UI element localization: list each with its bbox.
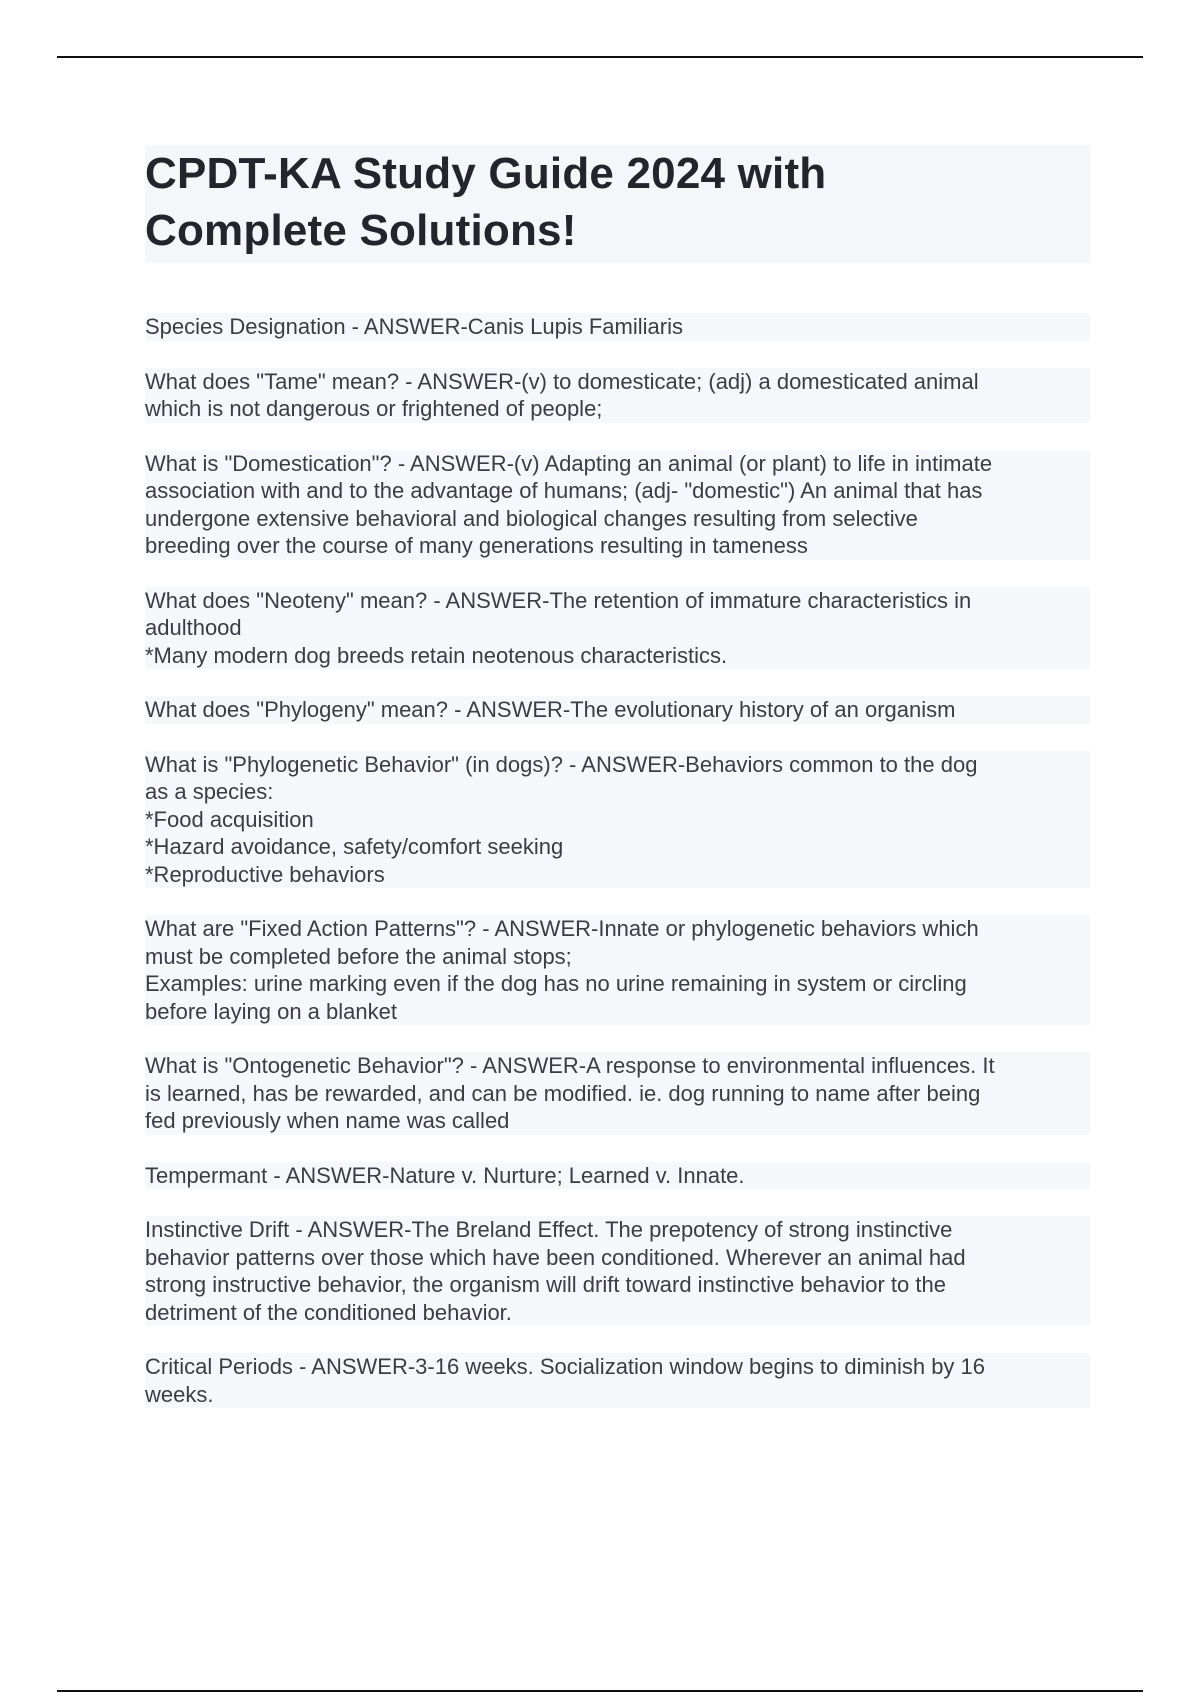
qa-entry-ontogenetic-behavior: [145, 1052, 1090, 1135]
entry-line: behavior patterns over those which have been conditioned. Wherever an animal had: [145, 1244, 1090, 1272]
qa-entry-phylogeny: [145, 696, 1090, 724]
entry-line: breeding over the course of many generations resulting in tameness: [145, 532, 1090, 560]
qa-entry-fixed-action-patterns: [145, 915, 1090, 1025]
entry-line: What is "Domestication"? - ANSWER-(v) Adapting an animal (or plant) to life in intimate: [145, 450, 1090, 478]
entry-line: *Food acquisition: [145, 806, 1090, 834]
entry-line: weeks.: [145, 1381, 1090, 1409]
entry-line: which is not dangerous or frightened of people;: [145, 395, 1090, 423]
document-body: [145, 145, 1090, 1435]
entry-line: must be completed before the animal stops;: [145, 943, 1090, 971]
entry-line: undergone extensive behavioral and biological changes resulting from selective: [145, 505, 1090, 533]
entry-line: adulthood: [145, 614, 1090, 642]
entry-line: fed previously when name was called: [145, 1107, 1090, 1135]
entry-line: detriment of the conditioned behavior.: [145, 1299, 1090, 1327]
entry-line: What are "Fixed Action Patterns"? - ANSWER-Innate or phylogenetic behaviors which: [145, 915, 1090, 943]
entry-line: Species Designation - ANSWER-Canis Lupis Familiaris: [145, 313, 1090, 341]
document-title: [145, 145, 1090, 259]
entry-line: Tempermant - ANSWER-Nature v. Nurture; Learned v. Innate.: [145, 1162, 1090, 1190]
entry-line: What does "Tame" mean? - ANSWER-(v) to domesticate; (adj) a domesticated animal: [145, 368, 1090, 396]
entry-line: *Many modern dog breeds retain neotenous characteristics.: [145, 642, 1090, 670]
entry-line: strong instructive behavior, the organism will drift toward instinctive behavior to the: [145, 1271, 1090, 1299]
title-line: CPDT-KA Study Guide 2024 with: [145, 149, 827, 198]
title-line: Complete Solutions!: [145, 206, 577, 255]
qa-entry-instinctive-drift: [145, 1216, 1090, 1326]
qa-entry-tempermant: [145, 1162, 1090, 1190]
entry-line: What is "Ontogenetic Behavior"? - ANSWER-A response to environmental influences. It: [145, 1052, 1090, 1080]
qa-entry-domestication: [145, 450, 1090, 560]
entry-line: Instinctive Drift - ANSWER-The Breland Effect. The prepotency of strong instinctive: [145, 1216, 1090, 1244]
entry-line: *Reproductive behaviors: [145, 861, 1090, 889]
qa-entry-tame: [145, 368, 1090, 423]
entry-line: What does "Neoteny" mean? - ANSWER-The retention of immature characteristics in: [145, 587, 1090, 615]
title-block: [145, 145, 1090, 263]
entry-line: Critical Periods - ANSWER-3-16 weeks. Socialization window begins to diminish by 16: [145, 1353, 1090, 1381]
entry-line: is learned, has be rewarded, and can be modified. ie. dog running to name after being: [145, 1080, 1090, 1108]
top-rule: [57, 56, 1143, 58]
entry-line: association with and to the advantage of humans; (adj- "domestic") An animal that has: [145, 477, 1090, 505]
entry-line: What is "Phylogenetic Behavior" (in dogs)? - ANSWER-Behaviors common to the dog: [145, 751, 1090, 779]
qa-list: [145, 313, 1090, 1408]
bottom-rule: [57, 1690, 1143, 1692]
qa-entry-species-designation: [145, 313, 1090, 341]
entry-line: as a species:: [145, 778, 1090, 806]
qa-entry-phylogenetic-behavior: [145, 751, 1090, 889]
qa-entry-critical-periods: [145, 1353, 1090, 1408]
entry-line: *Hazard avoidance, safety/comfort seeking: [145, 833, 1090, 861]
entry-line: before laying on a blanket: [145, 998, 1090, 1026]
entry-line: What does "Phylogeny" mean? - ANSWER-The evolutionary history of an organism: [145, 696, 1090, 724]
qa-entry-neoteny: [145, 587, 1090, 670]
entry-line: Examples: urine marking even if the dog has no urine remaining in system or circling: [145, 970, 1090, 998]
